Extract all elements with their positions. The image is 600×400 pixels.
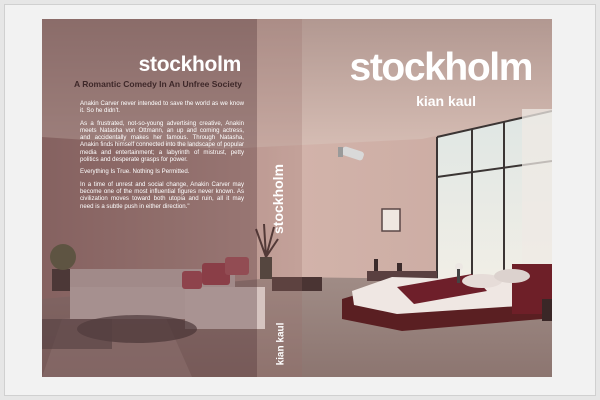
- back-cover-title: stockholm: [138, 53, 241, 76]
- book-cover-wrap: [42, 19, 552, 377]
- blurb-paragraph: In a time of unrest and social change, Anakin Carver may become one of the most influential figures never known. As civilization moves toward both utopia and ruin, all it may need is a subtle push in either direction.": [80, 180, 244, 210]
- back-cover-blurb: [80, 100, 244, 215]
- blurb-tagline: Everything Is True. Nothing Is Permitted.: [80, 168, 190, 176]
- back-cover-subtitle: A Romantic Comedy In An Unfree Society: [74, 79, 242, 89]
- front-cover-author: kian kaul: [416, 93, 476, 109]
- blurb-paragraph: As a frustrated, not-so-young advertising creative, Anakin meets Natasha von Ottmann, an up and coming actress, and accidentally makes her famous. Through Natasha, Anakin finds himself connected into the landscape of popular media and entertainment; a labyrinth of mistrust, petty politics and desperate grasps for power.: [80, 119, 244, 164]
- spine-title: stockholm: [270, 163, 286, 235]
- blurb-paragraph: Anakin Carver never intended to save the world as we know it. So he didn't.: [80, 100, 244, 115]
- spine-author: kian kaul: [275, 322, 287, 366]
- front-cover-title: stockholm: [349, 46, 532, 89]
